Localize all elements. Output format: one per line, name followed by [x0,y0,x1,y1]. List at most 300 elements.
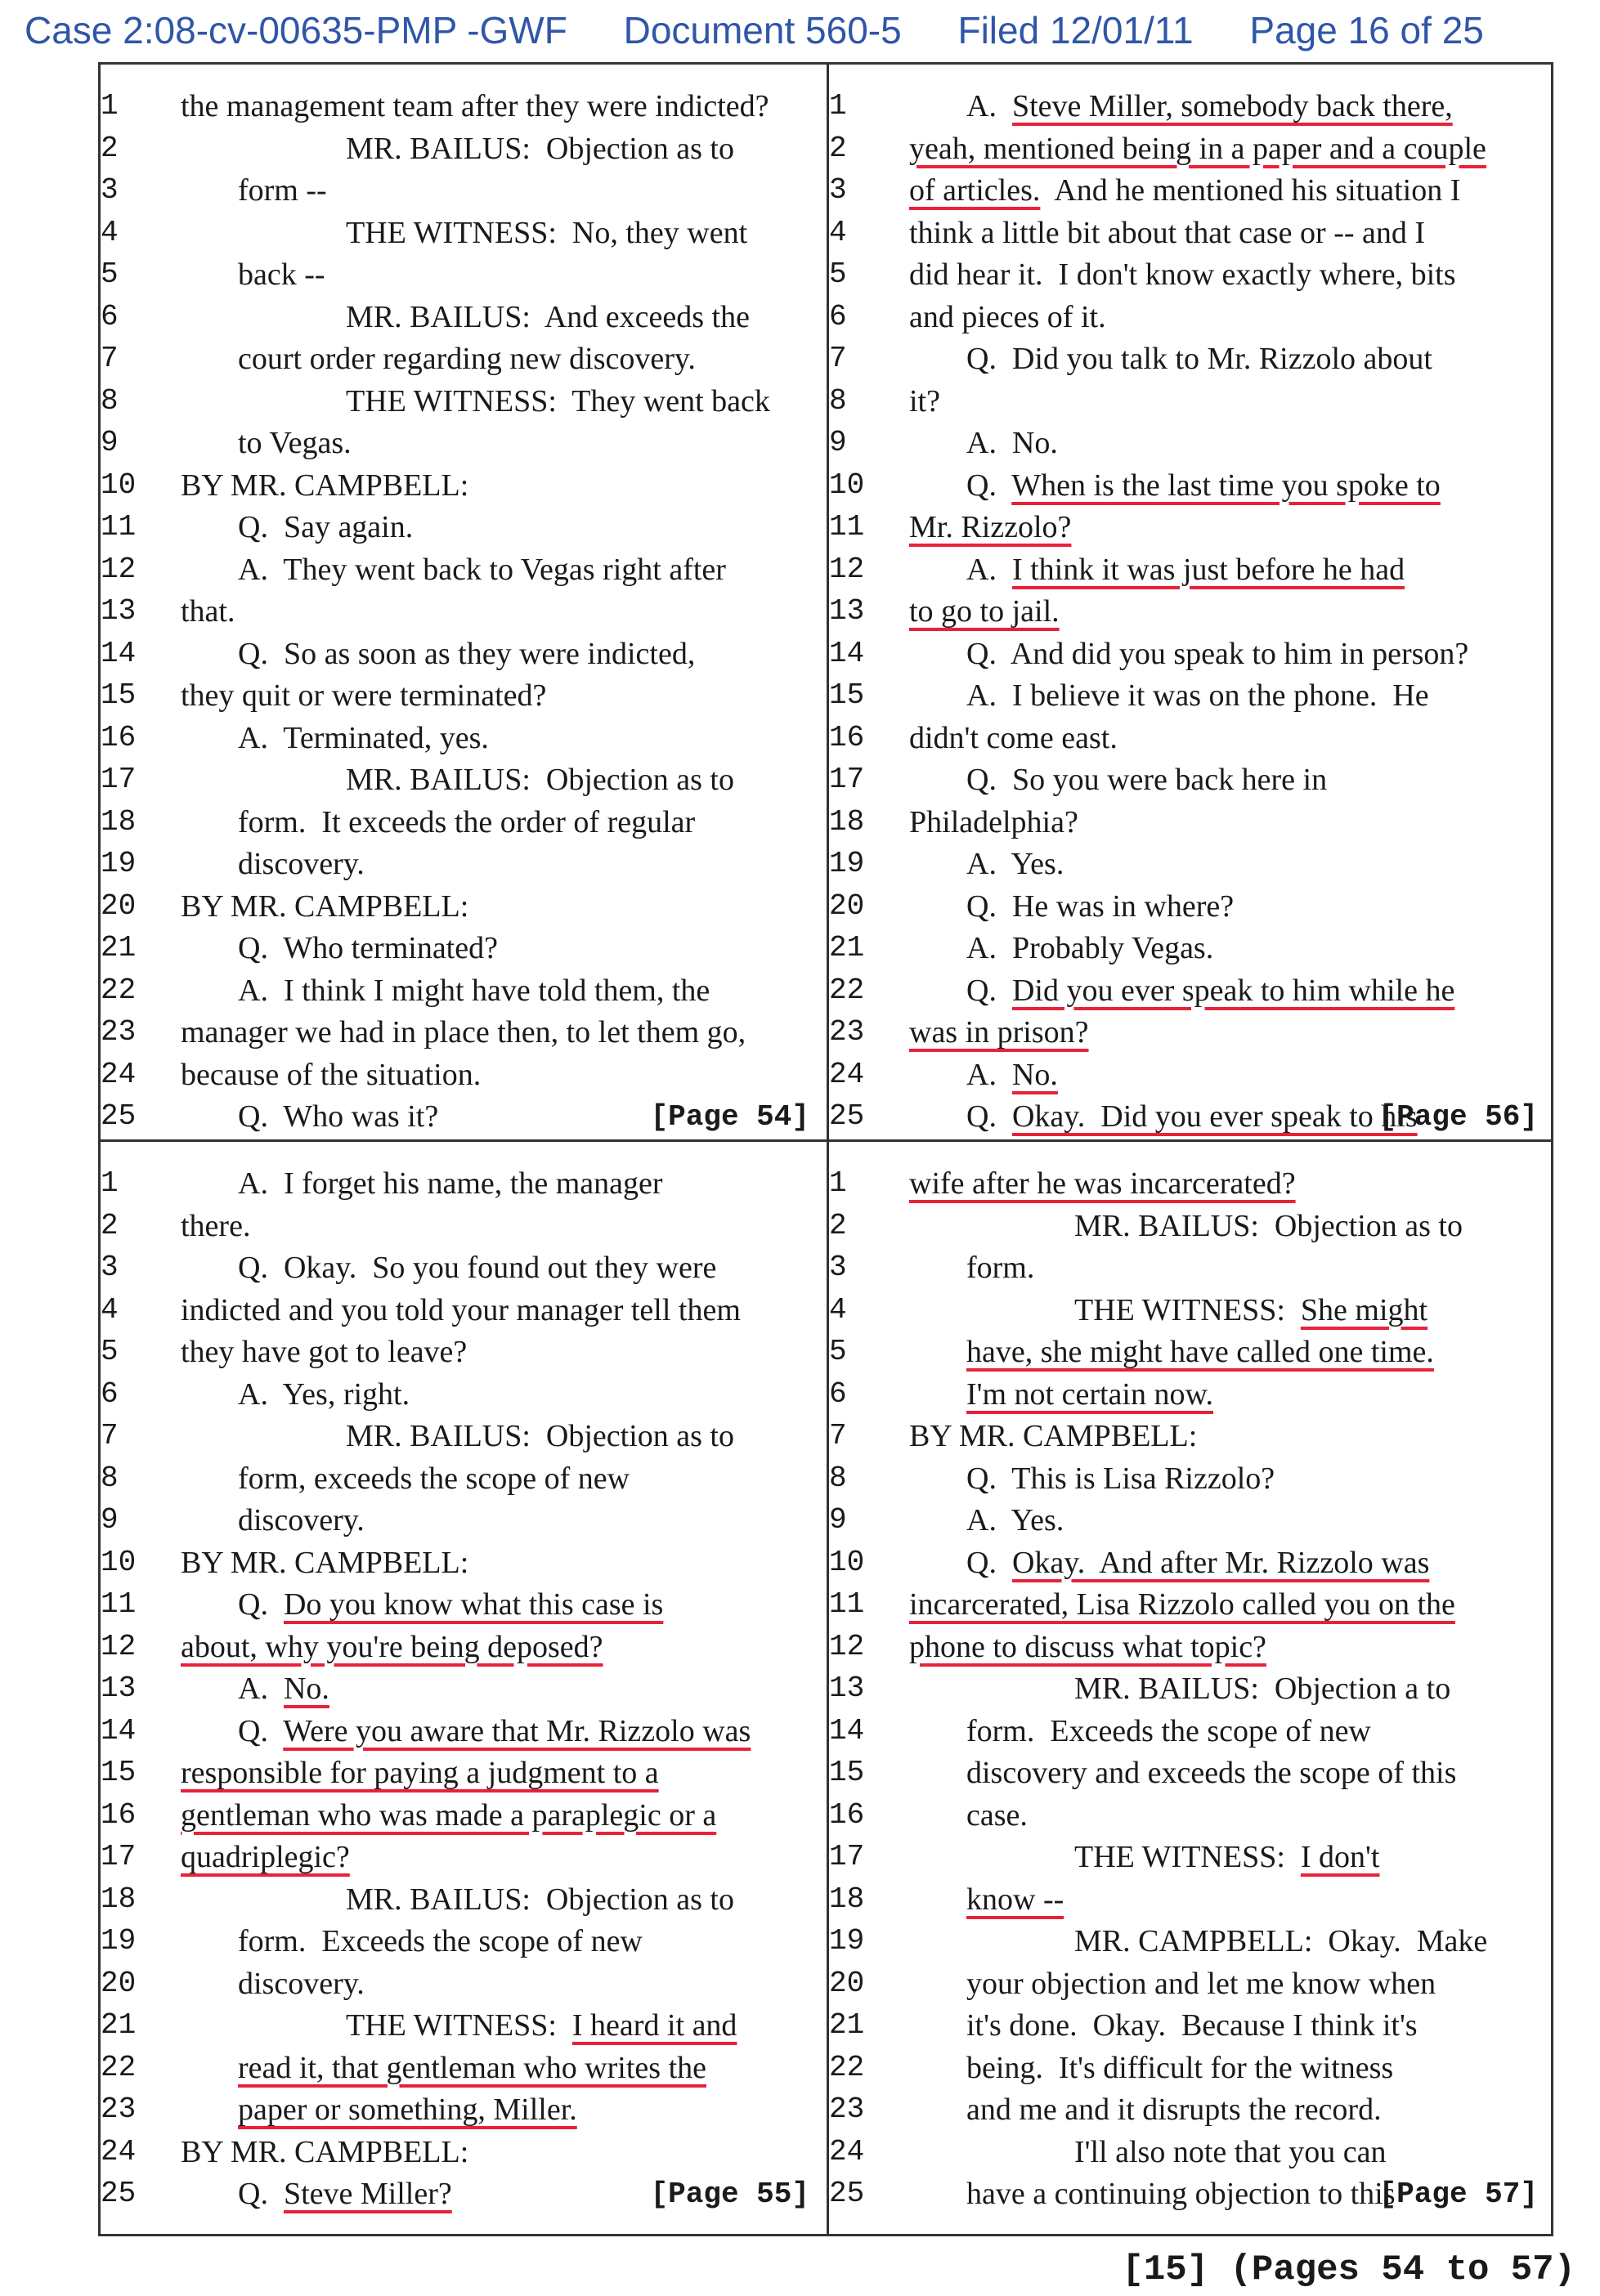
line-text [829,591,1060,632]
transcript-line [101,759,824,800]
underlined-text: yeah, mentioned being in a paper and a couple [909,131,1486,166]
text-segment: MR. BAILUS: Objection a to [1074,1672,1451,1706]
line-text [829,1416,1197,1457]
line-text [101,338,696,379]
line-number: 4 [829,215,847,249]
transcript-line [829,1163,1553,1204]
transcript-line [101,1247,824,1288]
text-segment: to Vegas. [238,426,352,460]
line-text [829,1542,1429,1583]
line-text [829,1458,1275,1499]
transcript-line [829,86,1553,127]
line-number: 24 [101,1057,137,1091]
transcript-line [829,128,1553,169]
line-text [101,549,726,590]
line-number: 21 [101,2008,137,2042]
transcript-line [829,718,1553,759]
text-segment: and me and it disrupts the record. [966,2092,1382,2127]
transcript-line [829,1584,1553,1625]
underlined-text: I heard it and [571,2008,737,2043]
line-text [101,1096,438,1137]
transcript-line [829,1500,1553,1541]
line-text [101,970,710,1011]
transcript-line [829,254,1553,295]
transcript-line [829,1206,1553,1246]
underlined-text: wife after he was incarcerated? [909,1166,1296,1201]
line-text [101,1054,481,1095]
line-number: 4 [101,1292,119,1327]
text-segment: court order regarding new discovery. [238,342,696,376]
line-number: 7 [101,1419,119,1452]
text-segment: A. They went back to Vegas right after [238,552,726,587]
transcript-page-54 [101,65,824,1137]
text-segment: Q. This is Lisa Rizzolo? [966,1461,1275,1496]
underlined-text: Did you ever speak to him while he [1011,973,1455,1008]
line-number: 22 [101,2050,137,2084]
text-segment: there. [181,1208,251,1243]
line-text [101,844,365,884]
underlined-text: She might [1300,1292,1428,1327]
line-number: 1 [829,1166,847,1200]
line-number: 3 [101,173,119,207]
text-segment: didn't come east. [909,720,1118,755]
underlined-text: was in prison? [909,1015,1089,1050]
line-number: 3 [101,1251,119,1284]
line-number: 20 [829,1966,865,2000]
text-segment: BY MR. CAMPBELL: [181,888,469,924]
line-text [101,1458,630,1499]
line-number: 24 [829,1057,865,1091]
text-segment: form. Exceeds the scope of new [966,1713,1371,1748]
line-text [829,1584,1455,1625]
text-segment: back -- [238,257,325,292]
line-number: 8 [101,1461,119,1495]
line-number: 5 [101,257,119,291]
underlined-text: read it, that gentleman who writes the [238,2050,706,2085]
transcript-line [101,1163,824,1204]
underlined-text: about, why you're being deposed? [181,1629,603,1664]
text-segment: Q. [966,1545,1012,1580]
transcript-line [829,465,1553,506]
line-text [101,2132,468,2173]
text-segment: Q. [966,1099,1012,1134]
text-segment: form -- [238,173,327,208]
line-number: 15 [829,1756,865,1789]
transcript-line [829,2132,1553,2173]
transcript-line [829,1752,1553,1793]
line-number: 14 [829,636,865,670]
line-number: 5 [101,1335,119,1368]
text-segment: the management team after they were indicted? [181,89,769,123]
text-segment: discovery and exceeds the scope of this [966,1756,1457,1790]
line-number: 2 [829,1208,847,1242]
underlined-text: Steve Miller? [283,2177,452,2211]
transcript-line [101,718,824,759]
line-number: 9 [101,1503,119,1537]
transcript-line [829,970,1553,1011]
page-label: [Page 57] [1378,2177,1538,2211]
line-number: 2 [829,131,847,165]
underlined-text: I'm not certain now. [966,1376,1213,1412]
line-number: 11 [101,510,137,544]
underlined-text: incarcerated, Lisa Rizzolo called you on the [909,1587,1455,1622]
underlined-text: know -- [966,1882,1064,1917]
text-segment: Q. Okay. So you found out they were [238,1251,717,1285]
line-text [829,1963,1436,2004]
transcript-line [101,1096,824,1137]
line-number: 10 [101,468,137,502]
transcript-line [829,675,1553,716]
line-text [101,381,770,422]
line-number: 19 [829,847,865,880]
underlined-text: No. [1011,1057,1058,1092]
line-text [101,213,747,253]
line-text [101,928,498,969]
line-number: 10 [829,468,865,502]
line-number: 24 [101,2134,137,2168]
line-number: 10 [829,1545,865,1579]
line-text [829,2132,1386,2173]
line-text [101,1247,716,1288]
line-number: 24 [829,2134,865,2168]
line-text [829,423,1058,463]
transcript-line [829,507,1553,548]
line-text [829,507,1071,548]
line-text [101,886,468,927]
line-text [829,170,1460,211]
line-text [829,633,1468,674]
transcript-line [829,1963,1553,2004]
line-text [101,1416,734,1457]
transcript-line [829,2173,1553,2214]
text-segment: Q. [966,973,1012,1008]
underlined-text: Okay. Did you ever speak to his [1011,1099,1418,1134]
case-number: Case 2:08-cv-00635-PMP -GWF [25,9,567,51]
transcript-line [101,1012,824,1053]
line-number: 19 [101,1924,137,1958]
underlined-text: No. [283,1672,329,1706]
line-text [101,2089,577,2130]
transcript-line [101,1668,824,1709]
line-number: 2 [101,131,119,165]
line-text [829,1096,1418,1137]
text-segment: A. Probably Vegas. [966,931,1214,965]
text-segment: it? [909,383,940,418]
transcript-line [101,170,824,211]
transcript-line [101,2005,824,2046]
line-number: 20 [101,888,137,923]
transcript-sheet [98,62,1553,2236]
text-segment: A. No. [966,426,1058,460]
line-text [829,2089,1382,2130]
line-number: 25 [101,2177,137,2210]
text-segment: that. [181,594,235,629]
transcript-line [101,928,824,969]
transcript-line [101,1206,824,1246]
transcript-line [829,928,1553,969]
page-range-footer: [15] (Pages 54 to 57) [1122,2249,1575,2290]
text-segment: A. I believe it was on the phone. He [966,678,1429,713]
line-number: 7 [829,342,847,375]
transcript-line [101,381,824,422]
line-text [101,1290,741,1331]
text-segment: A. Yes. [966,1503,1064,1537]
transcript-line [101,970,824,1011]
text-segment: case. [966,1797,1028,1833]
transcript-line [101,1500,824,1541]
line-number: 25 [829,1099,865,1133]
transcript-line [101,2132,824,2173]
line-number: 5 [829,1335,847,1368]
line-text [101,1332,467,1372]
underlined-text: Mr. Rizzolo? [909,510,1072,544]
line-number: 11 [101,1587,137,1621]
underlined-text: gentleman who was made a paraplegic or a [181,1797,717,1833]
text-segment: Q. [238,1713,284,1748]
line-text [101,1711,751,1752]
text-segment: And he mentioned his situation I [1040,173,1461,208]
text-segment: form, exceeds the scope of new [238,1461,630,1496]
transcript-line [101,297,824,338]
line-number: 22 [829,2050,865,2084]
line-number: 23 [829,2092,865,2126]
underlined-text: paper or something, Miller. [238,2092,577,2127]
transcript-line [829,1458,1553,1499]
line-text [829,1247,1034,1288]
line-number: 11 [829,510,865,544]
line-number: 17 [829,763,865,796]
text-segment: I'll also note that you can [1074,2134,1387,2169]
transcript-line [829,297,1553,338]
line-number: 12 [829,1629,865,1663]
transcript-line [829,1332,1553,1372]
line-text [829,465,1441,506]
transcript-line [101,549,824,590]
text-segment: BY MR. CAMPBELL: [181,1545,469,1580]
text-segment: Philadelphia? [909,804,1078,839]
line-number: 6 [829,299,847,333]
transcript-line [101,1416,824,1457]
text-segment: being. It's difficult for the witness [966,2050,1394,2085]
line-text [101,1921,643,1962]
transcript-line [101,128,824,169]
transcript-line [829,2005,1553,2046]
line-text [829,970,1454,1011]
line-text [101,1163,663,1204]
text-segment: form. [966,1251,1035,1285]
text-segment: they quit or were terminated? [181,678,547,713]
line-text [101,633,695,674]
line-number: 18 [829,1882,865,1916]
text-segment: A. Yes. [966,847,1064,881]
line-number: 7 [101,342,119,375]
transcript-line [101,1054,824,1095]
line-number: 20 [101,1966,137,2000]
line-number: 15 [101,1756,137,1789]
line-text [101,170,327,211]
line-number: 10 [101,1545,137,1579]
line-number: 2 [101,1208,119,1242]
line-number: 1 [101,89,119,123]
text-segment: A. [966,89,1012,123]
line-text [101,86,769,127]
text-segment: BY MR. CAMPBELL: [909,1419,1198,1453]
line-text [829,549,1405,590]
line-number: 23 [829,1015,865,1049]
line-number: 21 [101,931,137,964]
transcript-line [829,338,1553,379]
text-segment: THE WITNESS: No, they went [346,215,748,250]
line-text [101,2173,452,2214]
line-number: 13 [101,1672,137,1705]
line-text [829,844,1064,884]
transcript-line [829,423,1553,463]
text-segment: discovery. [238,1503,365,1537]
transcript-line [101,591,824,632]
line-number: 16 [101,720,137,754]
line-number: 12 [101,1629,137,1663]
underlined-text: When is the last time you spoke to [1011,468,1441,503]
underlined-text: phone to discuss what topic? [909,1629,1266,1664]
line-text [829,1500,1064,1541]
line-text [829,338,1432,379]
line-number: 8 [101,383,119,418]
transcript-line [829,802,1553,843]
transcript-line [829,1247,1553,1288]
text-segment: A. I forget his name, the manager [238,1166,663,1201]
line-text [829,1711,1371,1752]
text-segment: because of the situation. [181,1057,482,1092]
transcript-page-56 [829,65,1553,1137]
transcript-line [101,844,824,884]
line-number: 3 [829,1251,847,1284]
underlined-text: Were you aware that Mr. Rizzolo was [283,1713,751,1748]
line-number: 15 [829,678,865,712]
transcript-line [829,1668,1553,1709]
text-segment: A. Yes, right. [238,1376,410,1412]
line-text [101,1837,350,1878]
line-number: 1 [829,89,847,123]
transcript-line [829,213,1553,253]
text-segment: A. Terminated, yes. [238,720,489,755]
text-segment: Q. And did you speak to him in person? [966,636,1469,671]
line-number: 11 [829,1587,865,1621]
line-number: 12 [829,552,865,586]
text-segment: Q. He was in where? [966,888,1235,924]
line-number: 17 [829,1840,865,1873]
transcript-line [101,254,824,295]
transcript-line [101,802,824,843]
transcript-line [829,2048,1553,2088]
underlined-text: Okay. And after Mr. Rizzolo was [1011,1545,1430,1580]
line-text [829,1921,1487,1962]
line-text [829,213,1425,253]
transcript-line [101,1627,824,1667]
text-segment: manager we had in place then, to let them go, [181,1015,746,1050]
line-text [101,297,750,338]
underlined-text: quadriplegic? [181,1840,350,1874]
line-number: 12 [101,552,137,586]
text-segment: MR. BAILUS: Objection as to [1074,1208,1463,1243]
line-text [829,1332,1434,1372]
line-number: 25 [101,1099,137,1133]
transcript-line [829,1711,1553,1752]
text-segment: THE WITNESS: They went back [346,383,770,418]
text-segment: Q. [238,2177,284,2211]
text-segment: your objection and let me know when [966,1966,1436,2001]
line-text [829,1206,1463,1246]
line-number: 1 [101,1166,119,1200]
line-text [101,1374,410,1415]
line-text [829,886,1234,927]
line-number: 16 [829,1797,865,1832]
transcript-line [829,844,1553,884]
line-number: 8 [829,1461,847,1495]
line-text [829,254,1456,295]
line-text [829,381,940,422]
text-segment: Q. [238,1587,284,1622]
text-segment: MR. BAILUS: Objection as to [346,131,734,166]
transcript-line [829,1627,1553,1667]
page-label: [Page 56] [1378,1100,1538,1134]
underlined-text: Do you know what this case is [283,1587,664,1622]
line-text [101,718,489,759]
text-segment: indicted and you told your manager tell them [181,1292,741,1327]
line-text [101,1500,365,1541]
line-text [101,802,695,843]
text-segment: did hear it. I don't know exactly where, bits [909,257,1456,292]
page-label: [Page 55] [650,2177,809,2211]
text-segment: Q. Say again. [238,510,414,544]
text-segment: form. It exceeds the order of regular [238,804,696,839]
text-segment: they have got to leave? [181,1335,468,1369]
line-text [101,1012,746,1053]
text-segment: BY MR. CAMPBELL: [181,2134,469,2169]
line-text [829,1290,1427,1331]
line-number: 25 [829,2177,865,2210]
line-text [829,1163,1296,1204]
line-text [101,1584,663,1625]
transcript-line [829,549,1553,590]
text-segment: THE WITNESS: [1074,1840,1301,1874]
line-text [829,759,1327,800]
transcript-line [101,1921,824,1962]
transcript-line [101,675,824,716]
line-text [829,675,1429,716]
line-text [829,1668,1450,1709]
underlined-text: responsible for paying a judgment to a [181,1756,659,1790]
line-number: 9 [101,426,119,459]
line-number: 18 [101,804,137,839]
transcript-line [101,1458,824,1499]
line-number: 6 [101,1376,119,1411]
line-number: 14 [101,1713,137,1748]
line-number: 4 [829,1292,847,1327]
transcript-line [829,633,1553,674]
line-number: 6 [101,299,119,333]
transcript-line [829,1837,1553,1878]
transcript-line [829,170,1553,211]
underlined-text: of articles. [909,173,1041,208]
line-number: 17 [101,763,137,796]
line-text [829,1837,1379,1878]
line-text [101,1206,250,1246]
line-text [101,591,235,632]
transcript-line [829,1012,1553,1053]
transcript-line [829,1795,1553,1836]
line-text [829,2173,1396,2214]
line-text [829,297,1106,338]
